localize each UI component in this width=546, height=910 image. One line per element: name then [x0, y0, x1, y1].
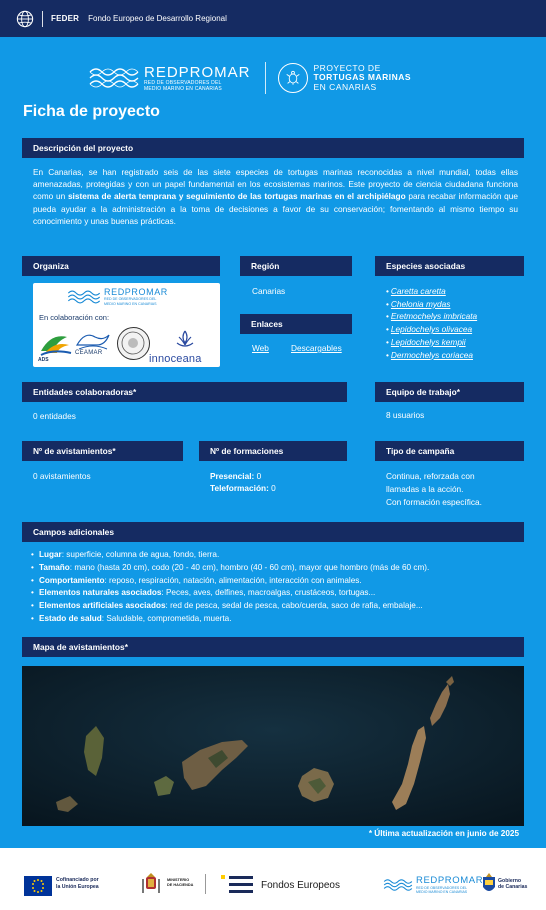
- species-link-caretta-caretta[interactable]: • Caretta caretta: [386, 285, 477, 298]
- spain-crest-icon: [140, 873, 162, 897]
- region-value: Canarias: [252, 286, 286, 296]
- list-item: • Tamaño: mano (hasta 20 cm), codo (20 - 40 cm), hombro (40 - 60 cm), mayor que hombro (más de 60 cm).: [31, 562, 429, 575]
- feder-full-name: Fondo Europeo de Desarrollo Regional: [88, 14, 227, 23]
- campaign-value: Continua, reforzada con llamadas a la acción. Con formación específica.: [386, 471, 482, 507]
- species-link-dermochelys-coriacea[interactable]: • Dermochelys coriacea: [386, 349, 477, 362]
- gobierno-canarias-crest-icon: [482, 873, 496, 895]
- team-value: 8 usuarios: [386, 410, 425, 420]
- redpromar-subtitle-2: MEDIO MARINO EN CANARIAS: [144, 85, 222, 92]
- logo-divider: [265, 62, 266, 94]
- description-text: En Canarias, se han registrado seis de las siete especies de tortugas marinas reconocidas a nivel mundial, todas ellas amenazadas, protegidas y con un papel fundamental en los ecosistemas marinos. Este proyecto de ciencia ciudadana funciona como un sistema de alerta temprana y seguimiento de las tortugas marinas en el archipiélago para recabar información que pueda ayudar a la administración a la toma de decisiones a favor de su conservación; fomentando al mismo tiempo su conocimiento y unas buenas prácticas.: [33, 167, 518, 226]
- ads-logo: [37, 327, 73, 361]
- turtle-icon: [278, 63, 308, 93]
- redpromar-logo-small: REDPROMAR RED DE OBSERVADORES DEL MEDIO MARINO EN CANARIAS: [67, 288, 168, 306]
- canary-islands-satellite-map[interactable]: [22, 666, 524, 826]
- redpromar-footer-logo: REDPROMAR RED DE OBSERVADORES DEL MEDIO MARINO EN CANARIAS: [383, 876, 483, 894]
- species-list: [386, 285, 477, 361]
- sightings-value: 0 avistamientos: [33, 471, 91, 481]
- species-link-lepidochelys-olivacea[interactable]: • Lepidochelys olivacea: [386, 323, 477, 336]
- list-item: • Elementos artificiales asociados: red de pesca, sedal de pesca, cabo/cuerda, saco de rafia, embalaje...: [31, 600, 429, 613]
- last-updated-note: * Última actualización en junio de 2025: [368, 829, 519, 838]
- section-header-map: Mapa de avistamientos*: [22, 637, 524, 657]
- section-header-extra-fields: Campos adicionales: [22, 522, 524, 542]
- list-item: • Elementos naturales asociados: Peces, aves, delfines, macroalgas, crustáceos, tortugas...: [31, 587, 429, 600]
- sightings-map[interactable]: [22, 666, 524, 826]
- redpromar-waves-icon: [88, 65, 140, 91]
- section-header-team: Equipo de trabajo*: [375, 382, 524, 402]
- section-header-description: Descripción del proyecto: [22, 138, 524, 158]
- globe-icon[interactable]: [16, 10, 34, 28]
- feder-label: FEDER: [51, 14, 80, 23]
- section-header-region: Región: [240, 256, 352, 276]
- seal-logo: [117, 327, 150, 360]
- web-link[interactable]: Web: [252, 343, 269, 353]
- species-link-eretmochelys-imbricata[interactable]: • Eretmochelys imbricata: [386, 310, 477, 323]
- footer-logos: [0, 848, 546, 910]
- extra-fields-list: [31, 549, 429, 626]
- page-title: Ficha de proyecto: [23, 103, 160, 120]
- trainings-values: Presencial: 0 Teleformación: 0: [210, 471, 276, 494]
- section-header-links: Enlaces: [240, 314, 352, 334]
- eu-flag-icon: [24, 876, 52, 896]
- section-header-entities: Entidades colaboradoras*: [22, 382, 347, 402]
- redpromar-logo: [88, 65, 251, 92]
- entities-value: 0 entidades: [33, 411, 76, 421]
- topbar-divider: [42, 11, 43, 27]
- section-header-organiza: Organiza: [22, 256, 220, 276]
- downloads-link[interactable]: Descargables: [291, 343, 342, 353]
- fondos-europeos-text: Fondos Europeos: [261, 880, 340, 891]
- top-bar: [0, 0, 546, 37]
- section-header-sightings: Nº de avistamientos*: [22, 441, 183, 461]
- list-item: • Lugar: superficie, columna de agua, fondo, tierra.: [31, 549, 429, 562]
- ceamar-logo-text: CEAMAR: [75, 350, 103, 356]
- ministerio-hacienda-text: MINISTERIO DE HACIENDA: [167, 878, 194, 887]
- section-header-campaign: Tipo de campaña: [375, 441, 524, 461]
- redpromar-subtitle-1: RED DE OBSERVADORES DEL: [144, 79, 222, 86]
- ads-logo-text: ADS: [38, 357, 49, 363]
- section-header-trainings: Nº de formaciones: [199, 441, 347, 461]
- footer-divider: [205, 874, 206, 894]
- fondos-europeos-icon: [221, 873, 255, 897]
- redpromar-waves-icon: [67, 288, 101, 306]
- gobierno-canarias-text: Gobierno de Canarias: [498, 878, 528, 891]
- header-logos: [88, 60, 411, 96]
- list-item: • Comportamiento: reposo, respiración, natación, alimentación, interacción con animales.: [31, 575, 429, 588]
- redpromar-name: REDPROMAR: [144, 63, 251, 81]
- innoceana-logo-text: innoceana: [149, 353, 202, 365]
- project-label: PROYECTO DE TORTUGAS MARINAS EN CANARIAS: [313, 62, 412, 92]
- collaboration-label: En colaboración con:: [39, 313, 110, 322]
- species-link-chelonia-mydas[interactable]: • Chelonia mydas: [386, 298, 477, 311]
- redpromar-waves-icon: [383, 877, 413, 893]
- species-link-lepidochelys-kempii[interactable]: • Lepidochelys kempii: [386, 336, 477, 349]
- organizer-card: [33, 283, 220, 367]
- section-header-species: Especies asociadas: [375, 256, 524, 276]
- main-content: [0, 37, 546, 848]
- list-item: • Estado de salud: Saludable, comprometida, muerta.: [31, 613, 429, 626]
- eu-cofunded-text: Cofinanciado por la Unión Europea: [56, 877, 99, 890]
